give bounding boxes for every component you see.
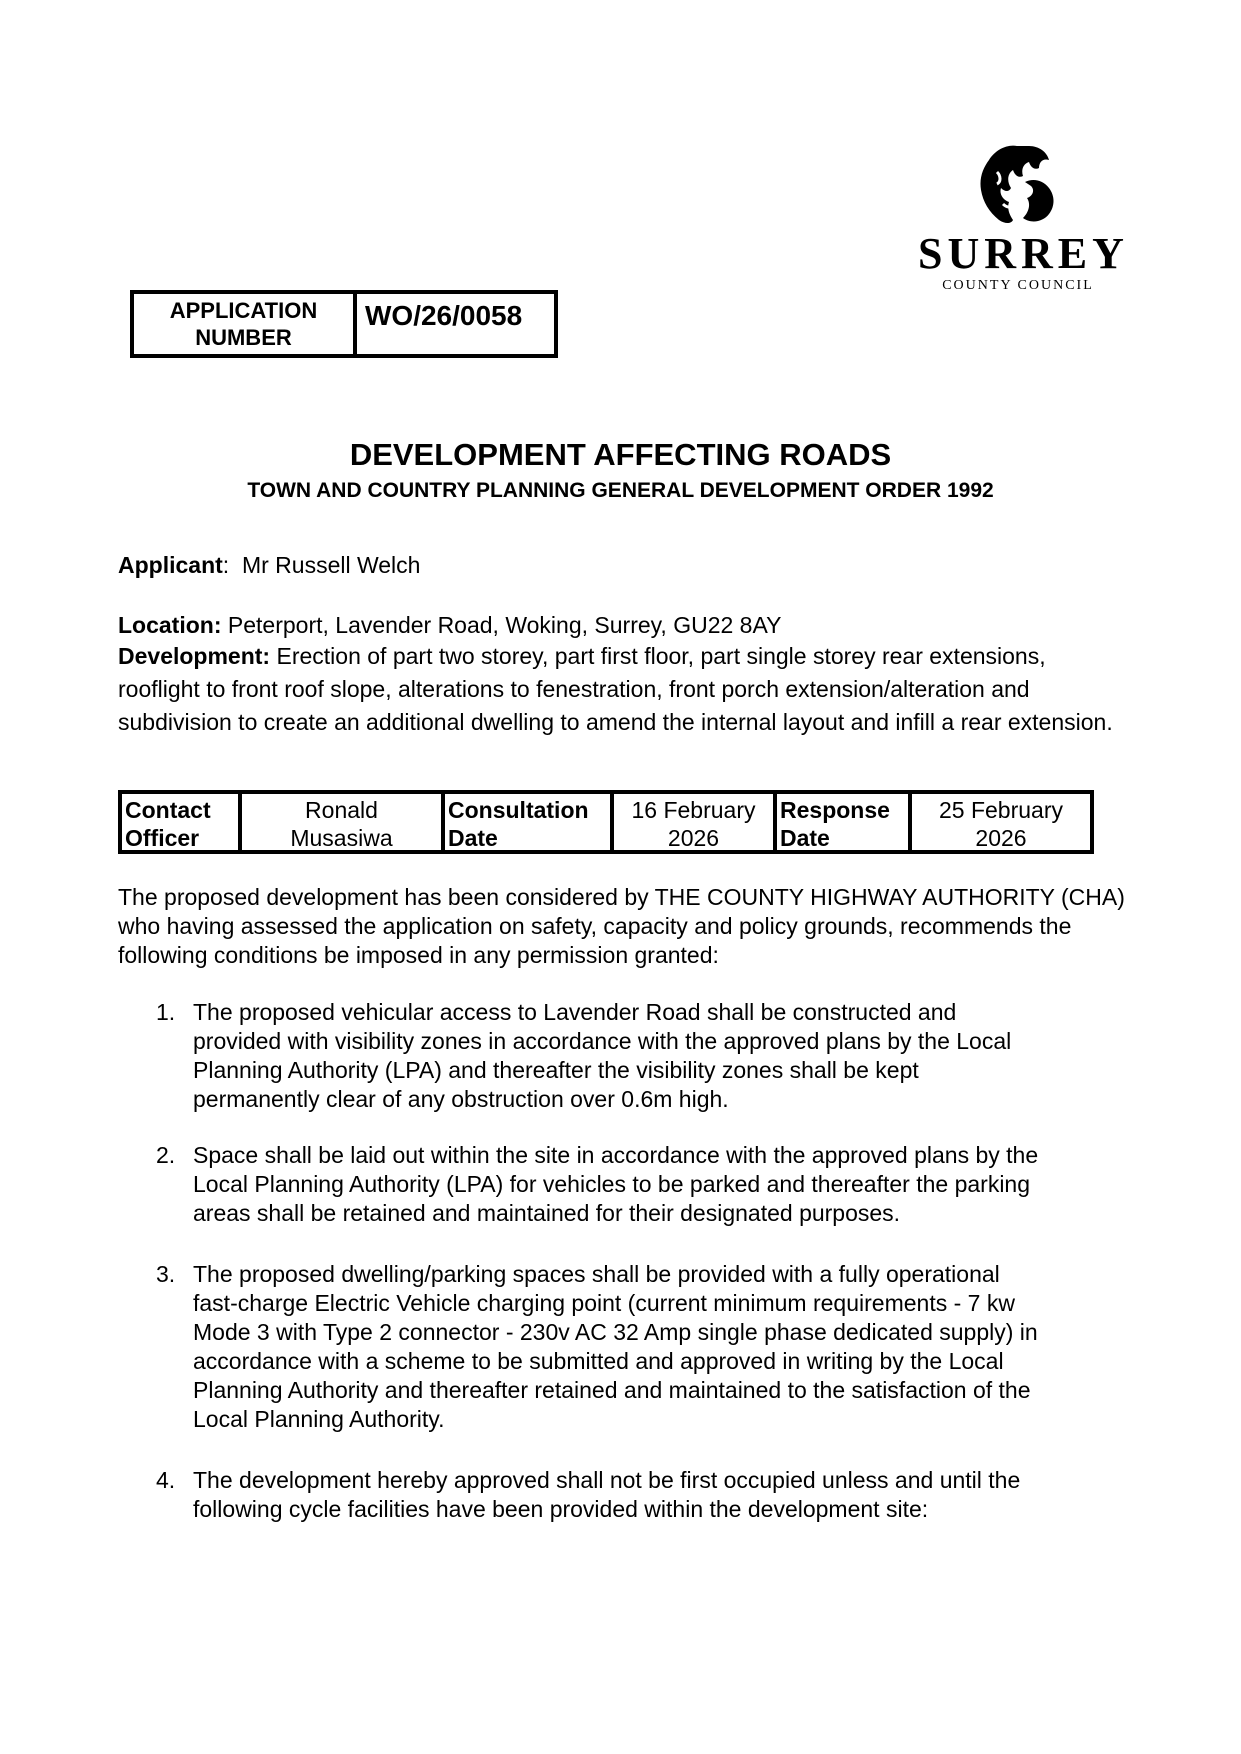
condition-item: [156, 1141, 1133, 1228]
application-number-value: WO/26/0058: [365, 300, 523, 331]
application-label-line1: APPLICATION: [169, 298, 318, 323]
consultation-date-label: [445, 794, 614, 850]
condition-line: The proposed vehicular access to Lavender Road shall be constructed and: [193, 999, 957, 1025]
application-number-label: [134, 294, 357, 354]
condition-number: 3.: [156, 1261, 176, 1287]
condition-line: Local Planning Authority (LPA) for vehicles to be parked and thereafter the parking: [193, 1171, 1031, 1197]
condition-line: following cycle facilities have been provided within the development site:: [193, 1496, 929, 1522]
logo-subtitle: COUNTY COUNCIL: [942, 278, 1094, 293]
contact-officer-label-line2: Officer: [125, 825, 200, 851]
location-label: Location:: [118, 612, 222, 638]
condition-line: The proposed dwelling/parking spaces shall be provided with a fully operational: [193, 1261, 1000, 1287]
condition-number: 1.: [156, 999, 176, 1025]
consultation-date-value-line1: 16 February: [631, 797, 756, 823]
condition-line: accordance with a scheme to be submitted and approved in writing by the Local: [193, 1348, 1004, 1374]
condition-number: 4.: [156, 1467, 176, 1493]
condition-line: Mode 3 with Type 2 connector - 230v AC 32 Amp single phase dedicated supply) in: [193, 1319, 1038, 1345]
condition-line: provided with visibility zones in accordance with the approved plans by the Local: [193, 1028, 1012, 1054]
condition-number: 2.: [156, 1142, 176, 1168]
intro-paragraph: The proposed development has been considered by THE COUNTY HIGHWAY AUTHORITY (CHA) who having assessed the application on safety, capacity and policy grounds, recommends the following conditions be imposed in any permission granted:: [118, 884, 1125, 968]
condition-line: permanently clear of any obstruction over 0.6m high.: [193, 1086, 729, 1112]
development-label: Development:: [118, 643, 271, 669]
contact-officer-value: [242, 794, 445, 850]
condition-line: areas shall be retained and maintained for their designated purposes.: [193, 1200, 901, 1226]
consultation-date-value-line2: 2026: [667, 825, 720, 851]
location-value: Peterport, Lavender Road, Woking, Surrey, GU22 8AY: [227, 612, 782, 638]
condition-line: Local Planning Authority.: [193, 1406, 445, 1432]
consultation-date-label-line1: Consultation: [448, 797, 589, 823]
applicant-line: Applicant: Mr Russell Welch: [118, 552, 421, 578]
response-date-value: [912, 794, 1090, 850]
applicant-label: Applicant: [118, 552, 223, 578]
condition-line: Space shall be laid out within the site in accordance with the approved plans by the: [193, 1142, 1039, 1168]
contact-table: [118, 790, 1094, 854]
response-date-label: [777, 794, 912, 850]
application-number-box: [130, 290, 558, 358]
condition-line: fast-charge Electric Vehicle charging point (current minimum requirements - 7 kw: [193, 1290, 1015, 1316]
page-title: DEVELOPMENT AFFECTING ROADS: [349, 437, 892, 472]
contact-officer-label: [122, 794, 242, 850]
contact-officer-value-line1: Ronald: [305, 797, 378, 823]
page-subtitle: TOWN AND COUNTRY PLANNING GENERAL DEVELOPMENT ORDER 1992: [247, 479, 994, 502]
condition-item: [156, 1260, 1133, 1434]
development-paragraph: [118, 640, 1128, 739]
condition-item: [156, 998, 1133, 1114]
location-line: [118, 611, 781, 640]
condition-item: [156, 1466, 1133, 1524]
condition-line: Planning Authority (LPA) and thereafter the visibility zones shall be kept: [193, 1057, 919, 1083]
oak-leaf-icon: [973, 142, 1063, 226]
contact-officer-label-line1: Contact: [125, 797, 211, 823]
condition-line: Planning Authority and thereafter retained and maintained to the satisfaction of the: [193, 1377, 1031, 1403]
response-date-label-line1: Response: [780, 797, 890, 823]
applicant-value: Mr Russell Welch: [241, 552, 421, 578]
consultation-date-value: [614, 794, 777, 850]
response-date-value-line1: 25 February: [938, 797, 1063, 823]
surrey-county-council-logo: [918, 142, 1129, 293]
development-value: Erection of part two storey, part first floor, part single storey rear extensions, rooflight to front roof slope, alterations to fenestration, front porch extension/alteration and subdivision to create an additional dwelling to amend the internal layout and infill a rear extension.: [118, 643, 1113, 735]
response-date-value-line2: 2026: [975, 825, 1027, 851]
response-date-label-line2: Date: [780, 825, 830, 851]
condition-line: The development hereby approved shall not be first occupied unless and until the: [193, 1467, 1021, 1493]
application-label-line2: NUMBER: [195, 325, 292, 350]
logo-name: SURREY: [918, 229, 1129, 278]
consultation-date-label-line2: Date: [448, 825, 498, 851]
contact-officer-value-line2: Musasiwa: [290, 825, 393, 851]
